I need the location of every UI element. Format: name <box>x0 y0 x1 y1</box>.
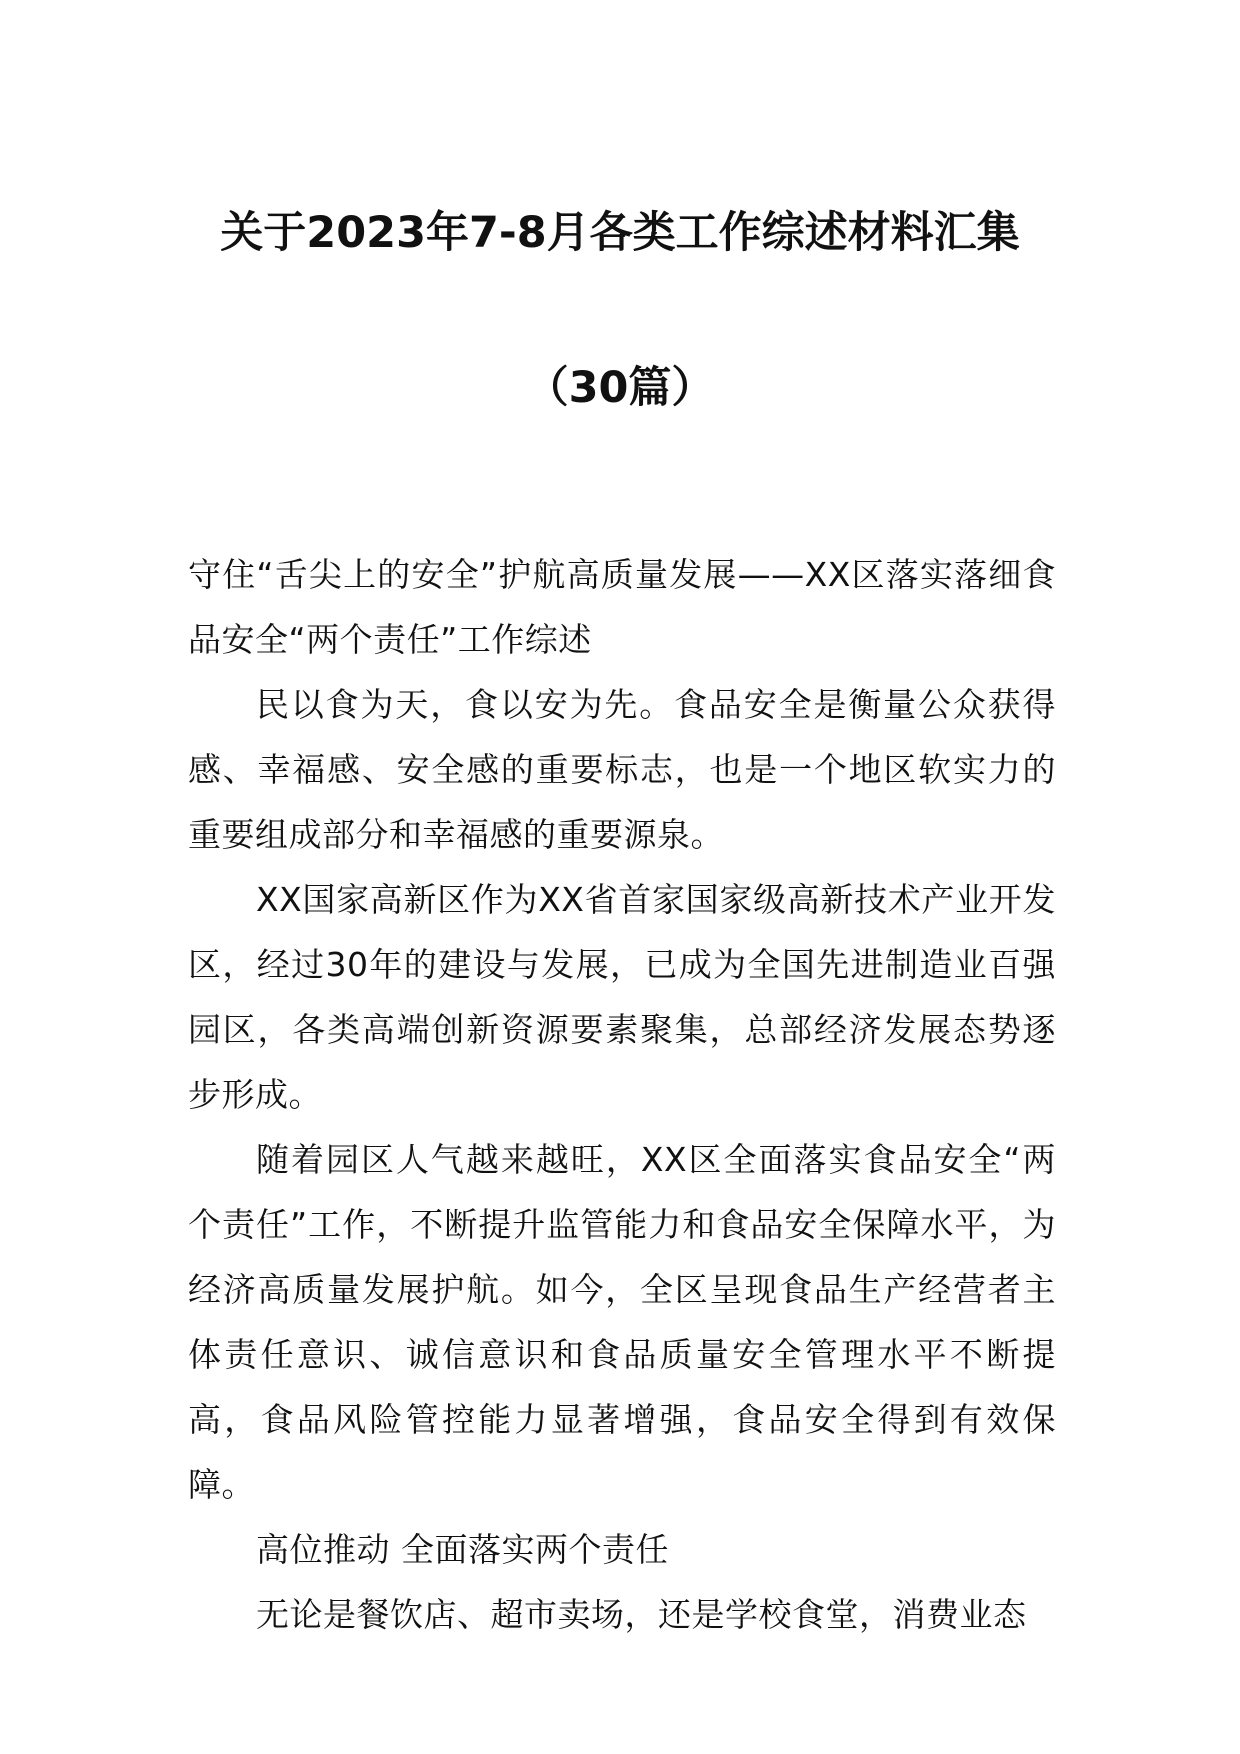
paragraph: 随着园区人气越来越旺，XX区全面落实食品安全“两个责任”工作，不断提升监管能力和食品安全保障水平，为经济高质量发展护航。如今，全区呈现食品生产经营者主体责任意识、诚信意识和食品质量安全管理水平不断提高，食品风险管控能力显著增强，食品安全得到有效保障。 <box>188 1140 1056 1504</box>
article-heading: 守住“舌尖上的安全”护航高质量发展——XX区落实落细食品安全“两个责任”工作综述 <box>188 555 1056 659</box>
paragraph: 民以食为天，食以安为先。食品安全是衡量公众获得感、幸福感、安全感的重要标志，也是一个地区软实力的重要组成部分和幸福感的重要源泉。 <box>188 685 1056 854</box>
paragraph: XX国家高新区作为XX省首家国家级高新技术产业开发区，经过30年的建设与发展，已成为全国先进制造业百强园区，各类高端创新资源要素聚集，总部经济发展态势逐步形成。 <box>188 880 1056 1114</box>
paragraph: 无论是餐饮店、超市卖场，还是学校食堂，消费业态 <box>256 1595 1027 1634</box>
section-heading: 高位推动 全面落实两个责任 <box>256 1530 669 1569</box>
document-body <box>188 542 1056 1647</box>
document-subtitle-count: （30篇） <box>525 363 715 413</box>
document-title: 关于2023年7-8月各类工作综述材料汇集 <box>220 208 1020 258</box>
